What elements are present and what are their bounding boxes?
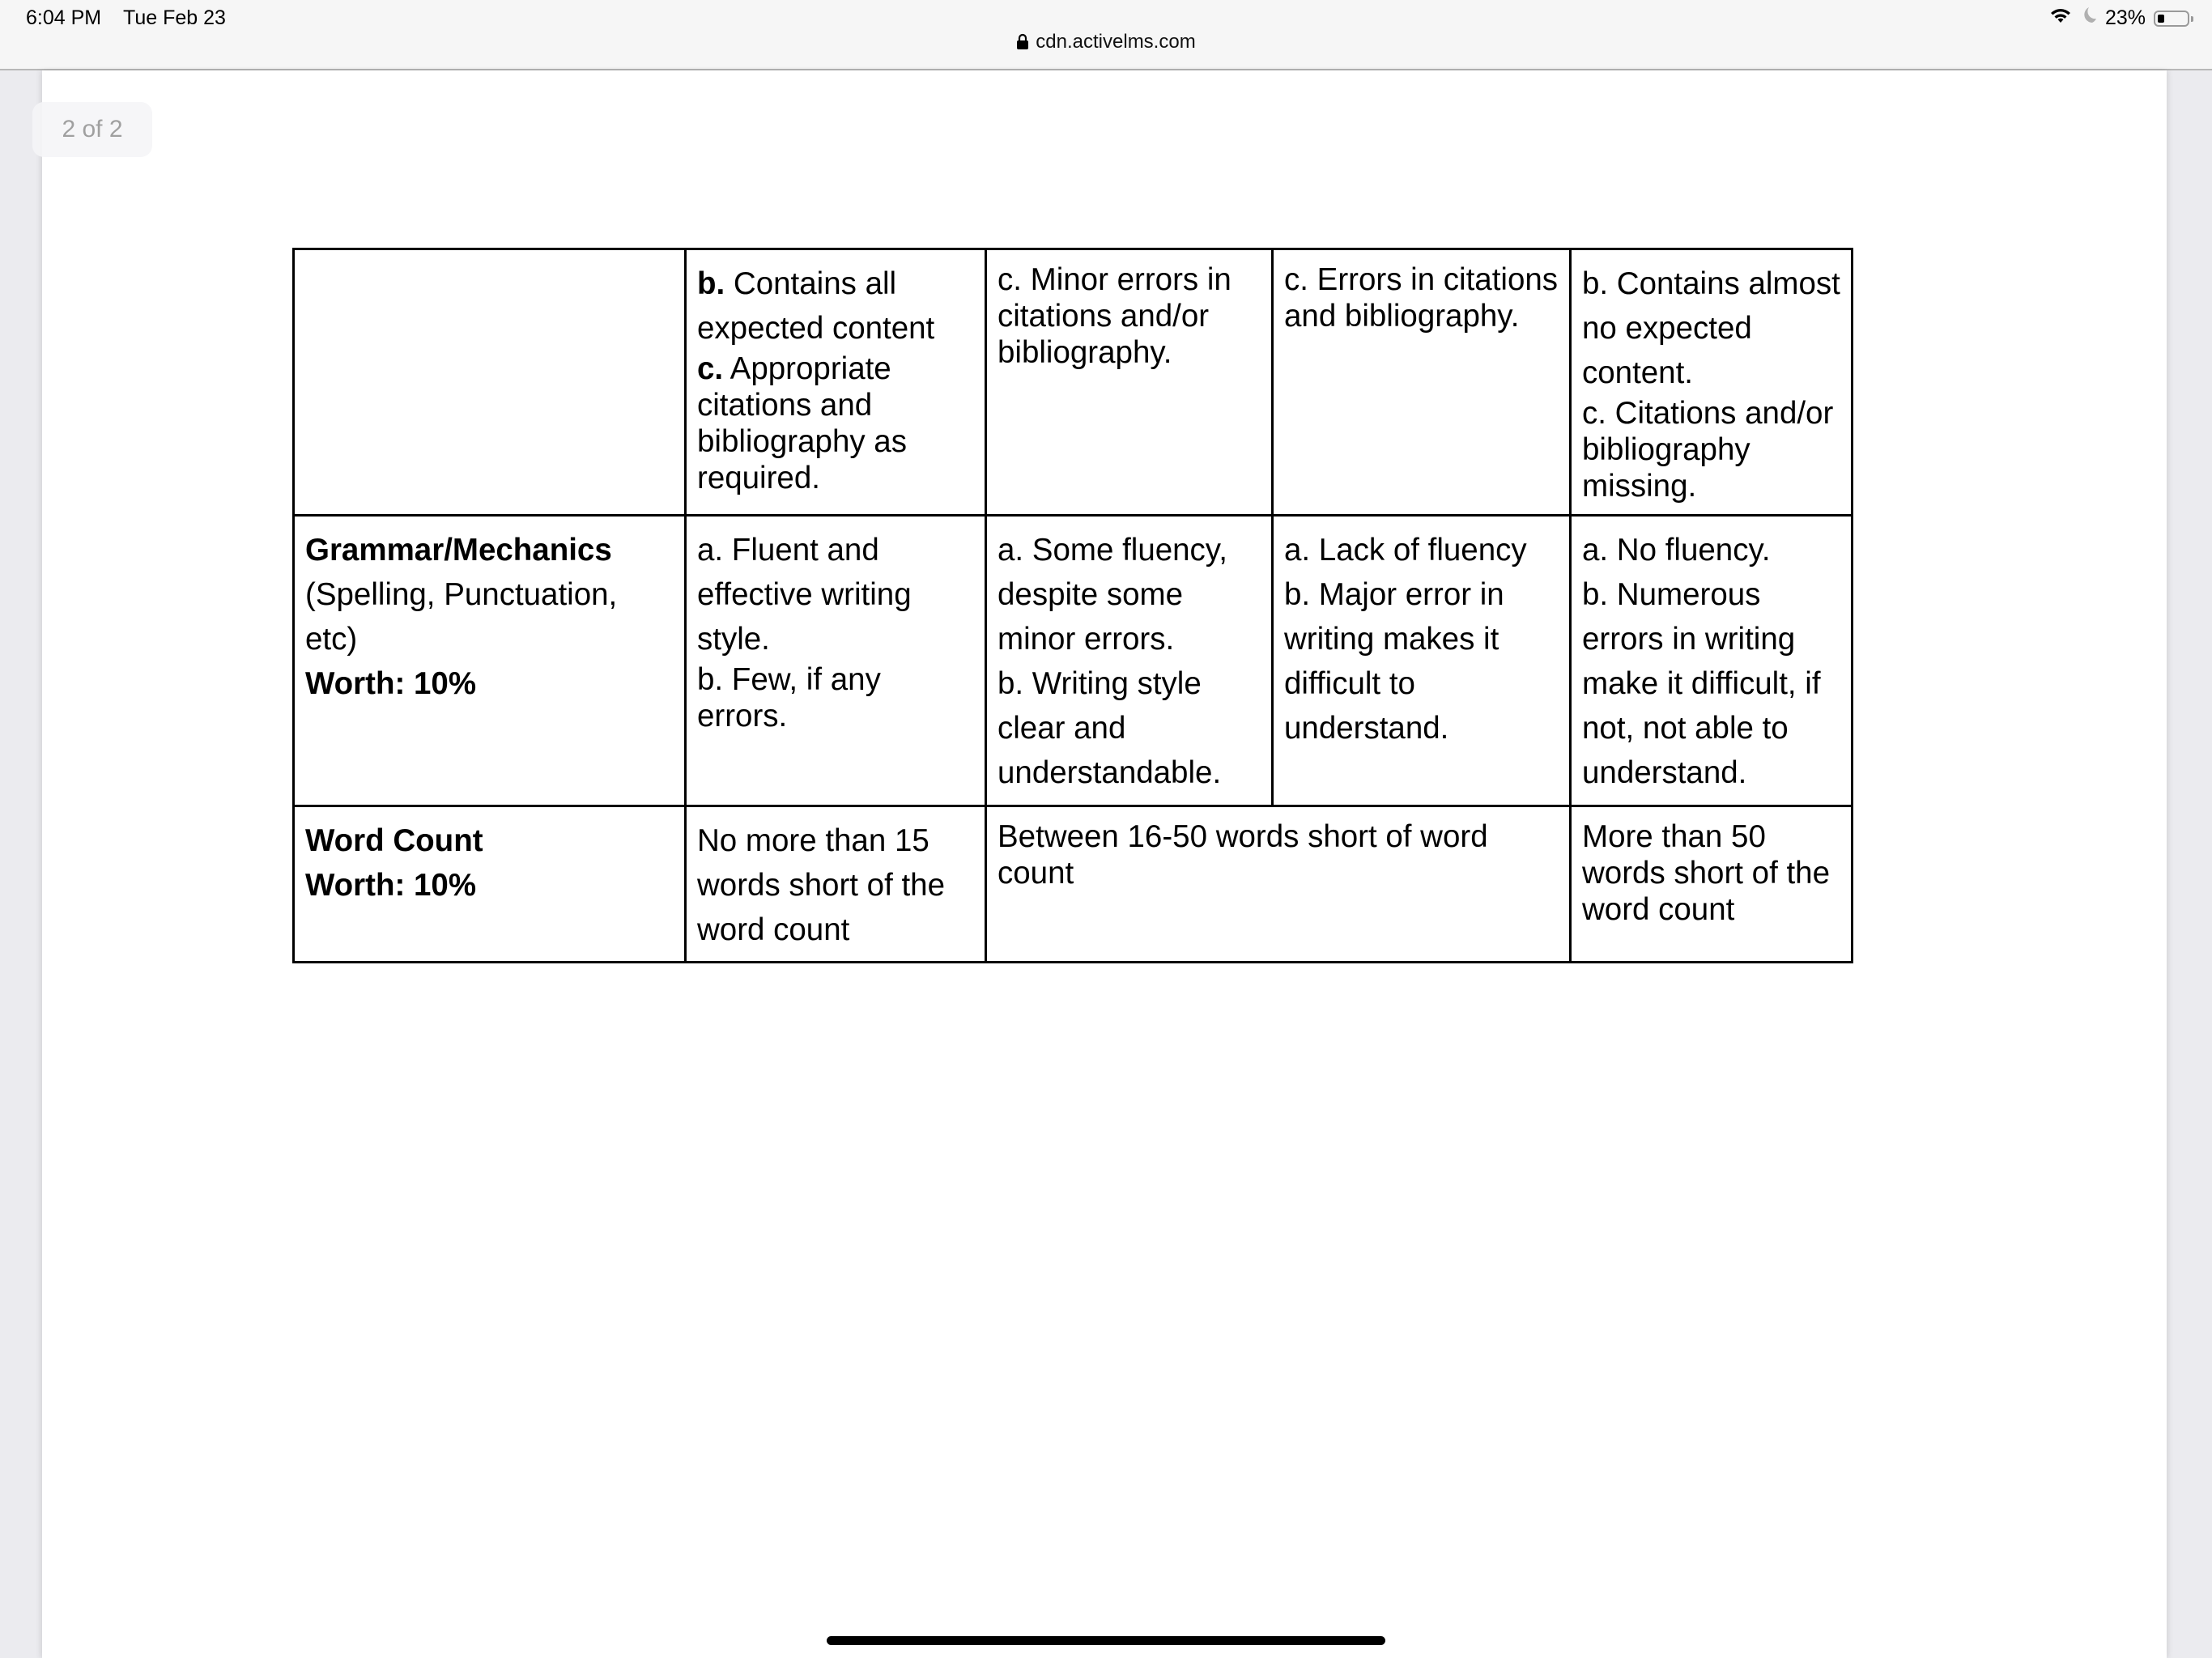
item-text: a. Fluent and effective writing style. [697,533,912,657]
rubric-cell [1273,516,1571,806]
home-indicator[interactable] [827,1636,1385,1645]
table-row [294,249,1853,516]
rubric-cell [986,806,1571,963]
item-text: a. Some fluency, despite some minor errors. [998,533,1227,657]
rubric-cell [1273,249,1571,516]
criterion-title: Word Count [305,823,483,858]
status-and-address-bar [0,0,2212,70]
criterion-cell [294,249,686,516]
url-text: cdn.activelms.com [1036,31,1196,53]
rubric-cell [1571,249,1853,516]
item-text: b. Major error in writing makes it difficult to understand. [1284,577,1504,746]
rubric-cell [986,249,1273,516]
table-row [294,516,1853,806]
item-text: a. No fluency. [1582,533,1771,568]
item-text: Between 16-50 words short of word count [998,819,1488,891]
item-text: b. Contains almost no expected content. [1582,266,1840,390]
table-row [294,806,1853,963]
status-time: 6:04 PM [26,6,102,29]
criterion-cell [294,806,686,963]
rubric-cell [1571,516,1853,806]
item-text: c. Citations and/or bibliography missing. [1582,396,1834,504]
item-text: a. Lack of fluency [1284,533,1527,568]
item-text: b. Writing style clear and understandable. [998,666,1222,790]
item-text: c. Errors in citations and bibliography. [1284,262,1559,334]
item-label: c. [697,351,724,386]
moon-icon [2081,6,2097,30]
item-text: b. Numerous errors in writing make it difficult, if not, not able to understand. [1582,577,1821,790]
criterion-worth: Worth: 10% [305,868,477,903]
rubric-cell [686,516,986,806]
lock-icon [1016,32,1029,55]
battery-icon [2154,11,2189,27]
item-label: b. [697,266,725,301]
item-text: More than 50 words short of the word count [1582,819,1831,927]
battery-level [2158,15,2164,23]
wifi-icon [2048,6,2073,30]
item-text: b. Few, if any errors. [697,662,881,733]
rubric-cell [686,249,986,516]
criterion-worth: Worth: 10% [305,666,477,701]
item-text: Contains all expected content [697,266,935,346]
item-text: c. Minor errors in citations and/or bibliography. [998,262,1231,370]
item-text: No more than 15 words short of the word count [697,823,946,947]
criterion-cell [294,516,686,806]
status-indicators [2048,6,2189,30]
rubric-cell [686,806,986,963]
criterion-title: Grammar/Mechanics [305,533,612,568]
rubric-cell [1571,806,1853,963]
battery-percent: 23% [2104,6,2146,29]
page-indicator: 2 of 2 [32,102,152,157]
status-date: Tue Feb 23 [123,6,226,29]
address-bar[interactable] [0,31,2212,55]
criterion-subtitle: (Spelling, Punctuation, etc) [305,577,618,657]
item-text: Appropriate citations and bibliography as required. [697,351,907,495]
rubric-table [292,248,1853,963]
rubric-cell [986,516,1273,806]
